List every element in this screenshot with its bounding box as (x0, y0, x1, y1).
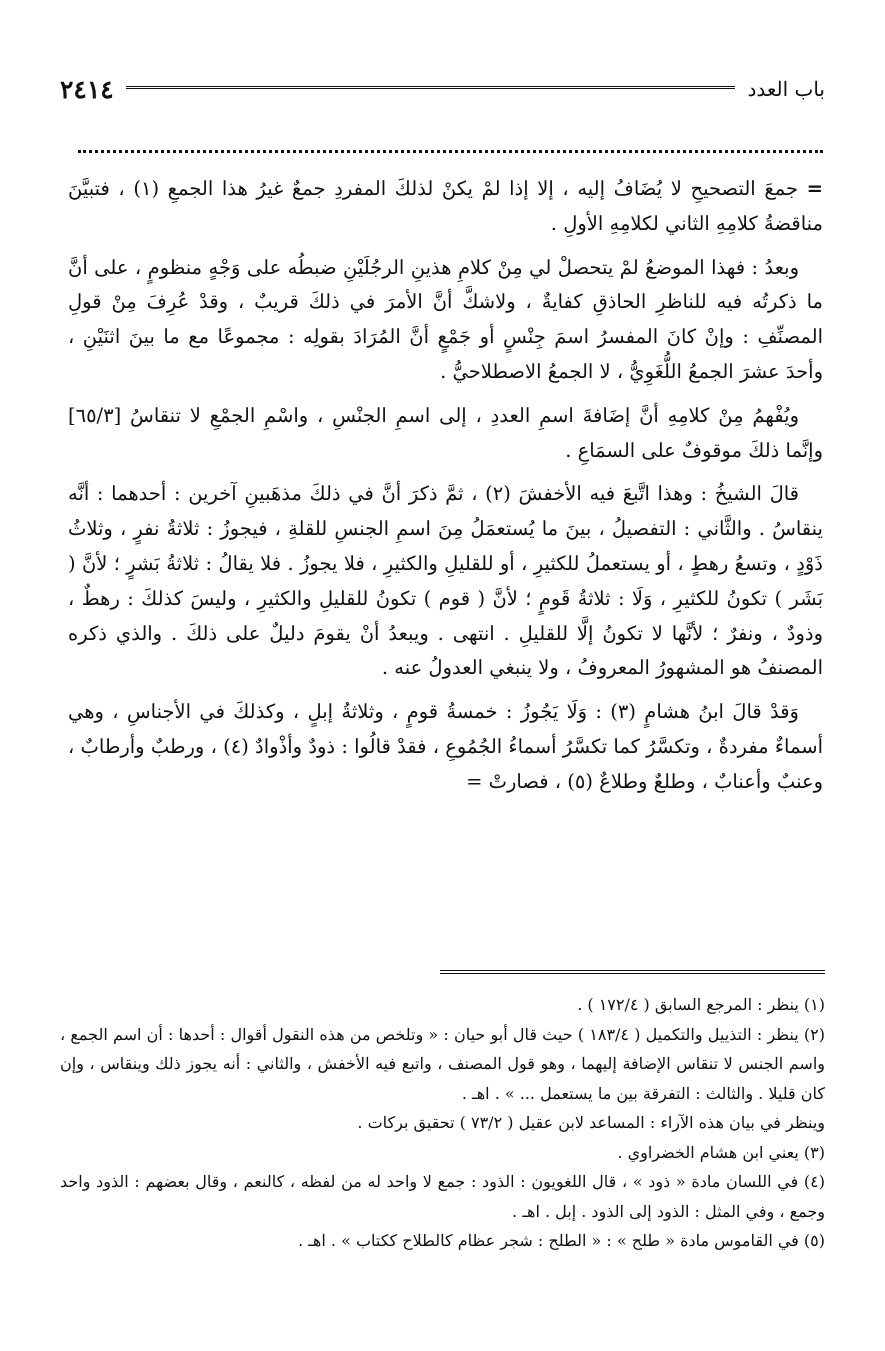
footnote: (١) ينظر : المرجع السابق ( ١٧٢/٤ ) . (577, 995, 825, 1014)
paragraph-text: جمعَ التصحيحِ لا يُضَافُ إليه ، إلا إذا لمْ يكنْ لذلكَ المفردِ جمعٌ غيرُ هذا الجمعِ (١) ، فتبيَّنَ مناقضةُ كلامِهِ الثاني لكلامِهِ الأولِ . (68, 177, 823, 235)
main-text (68, 172, 823, 809)
footnote: (٥) في القاموس مادة « طلح » : « الطلح : شجر عظام كالطلاح ككتاب » . اهـ . (298, 1231, 825, 1250)
page-header (60, 72, 825, 106)
footnote-rule (440, 970, 825, 977)
footnote: وينظر في بيان هذه الآراء : المساعد لابن عقيل ( ٧٣/٢ ) تحقيق بركات . (357, 1113, 825, 1132)
footnote: (٢) ينظر : التذييل والتكميل ( ١٨٣/٤ ) حيث قال أبو حيان : « وتلخص من هذه النقول أقوال : أحدها : أن اسم الجمع ، واسم الجنس لا تنقاس الإضافة إليهما ، وهو قول المصنف ، واتبع فيه الأخفش ، والثاني : أنه يجوز ذلك وينقاس ، وإن كان قليلا . والثالث : التفرقة بين ما يستعمل ... » . اهـ . (60, 1024, 825, 1103)
footnote: (٤) في اللسان مادة « ذود » ، قال اللغويون : الذود : جمع لا واحد له من لفظه ، كالنعم ، وقال بعضهم : الذود واحد وجمع ، وفي المثل : الذود إلى الذود . إبل . اهـ . (60, 1172, 826, 1221)
footnote: (٣) يعني ابن هشام الخضراوي . (617, 1142, 825, 1162)
dotted-separator (78, 150, 823, 153)
paragraph: قالَ الشيخُ : وهذا اتَّبعَ فيه الأخفشَ (٢) ، ثمَّ ذكرَ أنَّ في ذلكَ مذهَبينِ آخرين : أحدهما : أنَّه ينقاسُ . والثَّاني : التفصيلُ ، بينَ ما يُستعمَلُ مِنَ اسمِ الجنسِ للقلةِ ، فيجوزُ : ثلاثةُ نفرٍ ، وثلاثُ ذَوْدٍ ، وتسعُ رهطٍ ، أو يستعملُ للكثيرِ ، أو للقليلِ والكثيرِ ، فلا يجوزُ . فلا يقالُ : ثلاثةُ بَشرٍ ؛ لأنَّ ( بَشَر ) تكونُ للكثيرِ ، وَلَا : ثلاثةُ قَومٍ ؛ لأنَّ ( قوم ) تكونُ للقليلِ والكثيرِ ، وليسَ كذلكَ : رهطٌ ، وذودٌ ، ونفرٌ ؛ لأنَّها لا تكونُ إلَّا للقليلِ . انتهى . ويبعدُ أنْ يقومَ دليلٌ على ذلكَ . والذي ذكره المصنفُ هو المشهورُ المعروفُ ، ولا ينبغي العدولُ عنه . (68, 482, 823, 680)
paragraph: وبعدُ : فهذا الموضعُ لمْ يتحصلْ لي مِنْ كلامِ هذينِ الرجُلَيْنِ ضبطُه على وَجْهٍ منظومٍ ، على أنَّ ما ذكرتُه فيه للناظرِ الحاذقِ كفايةٌ ، ولاشكَّ أنَّ الأمرَ في ذلكَ قريبٌ ، وقدْ عُرِفَ مِنْ قولِ المصنِّفِ : وإنْ كانَ المفسرُ اسمَ جِنْسٍ أو جَمْعٍ أنَّ المُرَادَ بقولِه : مجموعًا مع ما بينَ اثنَيْنِ ، وأحدَ عشرَ الجمعُ اللُّغَوِيُّ ، لا الجمعُ الاصطلاحيُّ . (68, 255, 823, 383)
chapter-title: باب العدد (747, 77, 825, 101)
continuation-mark: = (806, 177, 823, 200)
paragraph (68, 172, 823, 242)
paragraph: ويُفْهمُ مِنْ كلامِهِ أنَّ إضَافةَ اسمِ العددِ ، إلى اسمِ الجنْسِ ، واسْمِ الجمْعِ لا تنقاسُ [٦٥/٣] وإنَّما ذلكَ موقوفٌ على السمَاعِ . (68, 403, 823, 462)
paragraph: وَقدْ قالَ ابنُ هشامٍ (٣) : وَلَا يَجُوزُ : خمسةُ قومٍ ، وثلاثةُ إبلٍ ، وكذلكَ في الأجناسِ ، وهي أسماءٌ مفردةٌ ، وتكسَّرُ كما تكسَّرُ أسماءُ الجُمُوعِ ، فقدْ قالُوا : ذودٌ وأذْوادٌ (٤) ، ورطبٌ وأرطابٌ ، وعنبٌ وأعنابٌ ، وطلعٌ وطلاعٌ (٥) ، فصارتْ = (68, 700, 824, 793)
header-rule (126, 86, 736, 92)
footnotes (60, 990, 825, 1256)
page-number: ٢٤١٤ (60, 74, 114, 104)
